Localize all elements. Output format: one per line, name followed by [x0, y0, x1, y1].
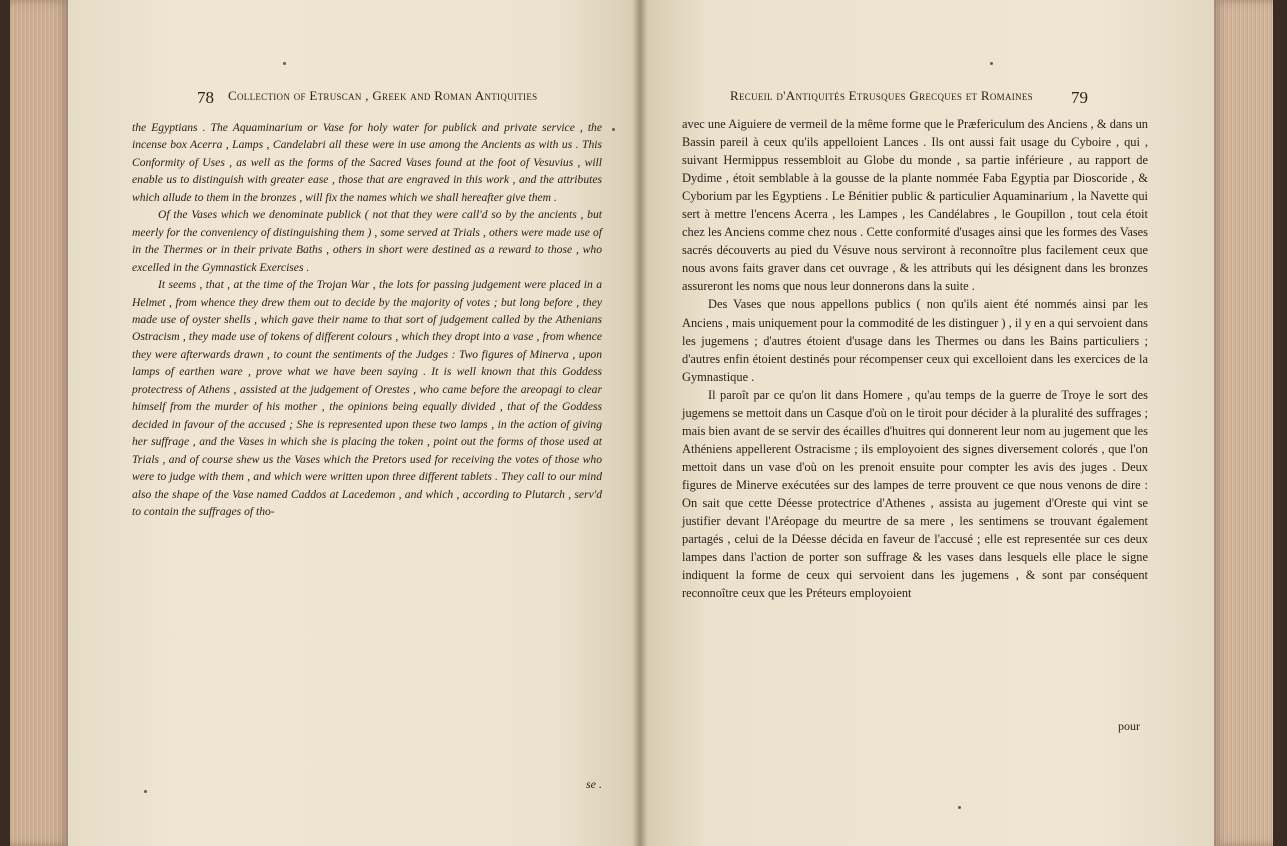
- right-page-body: [682, 115, 1148, 602]
- left-running-head: Collection of Etruscan , Greek and Roman Antiquities: [228, 88, 538, 103]
- right-catchword: pour: [1118, 719, 1140, 733]
- paper-speck: [958, 806, 961, 809]
- left-paragraph-1: the Egyptians . The Aquaminarium or Vase for holy water for publick and private service , the incense box Acerra , Lamps , Candelabri all these were in use among the Ancients as with us . This Conformity of Uses , as well as the forms of the Sacred Vases found at the foot of Vesuvius , will enable us to distinguish with greater ease , those that are engraved in this work , and the attributes which allude to them in the bronzes , will fix the names which we shall hereafter give them .: [132, 121, 602, 204]
- left-paragraph-2: Of the Vases which we denominate publick ( not that they were call'd so by the ancients , but meerly for the conveniency of distinguishing them ) , some served at Trials , others were made use of in the Thermes or in their private Baths , others in short were destined as a reward to those , who excelled in the Gymnastick Exercises .: [132, 208, 602, 274]
- right-page-number: 79: [1071, 88, 1088, 107]
- right-paragraph-3: Il paroît par ce qu'on lit dans Homere , qu'au temps de la guerre de Troye le sort des jugemens se mettoit dans un Casque d'où on le tiroit pour décider à la pluralité des suffrages ; mais bien avant de se servir des écailles d'huitres qui donnerent leur nom au jugement que les Athéniens appellerent Ostracisme ; ils employoient des signes diversement colorés , que l'on mettoit dans un vase d'où on les prenoit ensuite pour compter les avis des juges . Deux figures de Minerve exécutées sur des lampes de terre prouvent ce que nous venons de dire : On sait que cette Déesse protectrice d'Athenes , assista au jugement d'Oreste qui vint se justifier devant l'Aréopage du meurtre de sa mere , les sentimens se trouvant également partagés , celui de la Déesse décida en faveur de l'accusé ; elle est representée sur ces deux lampes dans l'action de porter son suffrage & les vases dans lesquels elle place le signe indiquent la forme de ceux qui servoient dans les jugemens , & sont par conséquent reconnoître ceux que les Préteurs employoient: [682, 387, 1148, 601]
- left-paragraph-3: It seems , that , at the time of the Trojan War , the lots for passing judgement were placed in a Helmet , from whence they drew them out to decide by the majority of votes ; but long before , they made use of oyster shells , which gave their name to that sort of judgement called by the Athenians Ostracism , they made use of tokens of different colours , which they dropt into a vase , from whence they were afterwards drawn , to count the sentiments of the Judges : Two figures of Minerva , upon lamps of earthen ware , prove what we have been saying . It is well known that this Goddess protectress of Athens , assisted at the judgement of Orestes , who came before the areopagi to clear himself from the murder of his mother , the opinions being equally divided , that of the Goddess decided in favour of the accused ; She is represented upon these two lamps , in the action of giving her suffrage , and the Vases in which she is placing the token , point out the forms of those used at Trials , and of course shew us the Vases which the Pretors used for receiving the votes of those who were to judge with them , and which were written upon three different tablets . They call to our mind also the shape of the Vase named Caddos at Lacedemon , and which , according to Plutarch , serv'd to contain the suffrages of tho-: [132, 278, 602, 518]
- paper-speck: [990, 62, 993, 65]
- left-page-body: [132, 119, 602, 520]
- right-page-edges: [1212, 0, 1287, 846]
- right-paragraph-2: Des Vases que nous appellons publics ( non qu'ils aient été nommés ainsi par les Anciens , mais uniquement pour la commodité de les distinguer ) , il y en a qui servoient dans les jugemens ; d'autres étoient d'usage dans les Thermes ou dans les Bains particuliers ; d'autres enfin étoient destinés pour récompenser ceux qui excelloient dans les exercices de la Gymnastique .: [682, 297, 1148, 384]
- paper-speck: [144, 790, 147, 793]
- right-paragraph-1: avec une Aiguiere de vermeil de la même forme que le Præfericulum des Anciens , & dans un Bassin pareil à ceux qu'ils appelloient Lances . Ils ont aussi fait usage du Cyboire , qui , suivant Hermippus ressembloit au Globe du monde , sa partie inférieure , au rapport de Dydime , étoit semblable à la gousse de la plante nommée Faba Egyptia par Dioscoride , & Cyborium par les Egyptiens . Le Bénitier public & particulier Aquaminarium , la Navette qui sert à mettre l'encens Acerra , les Lampes , les Candélabres , le Goupillon , tout cela étoit chez les Anciens comme chez nous . Cette conformité d'usages ainsi que les formes des Vases sacrés découverts au pied du Vésuve nous serviront à reconnoître plus facilement ceux que nous avons faits graver dans cet ouvrage , & les attributs qui les désignent dans les bronzes assureront les noms que nous leur donnerons dans la suite .: [682, 117, 1148, 294]
- right-running-head: Recueil d'Antiquités Etrusques Grecques et Romaines: [730, 88, 1033, 103]
- left-catchword: se .: [586, 777, 602, 791]
- paper-speck: [612, 128, 615, 131]
- book-gutter: [632, 0, 648, 846]
- left-page-number: 78: [197, 88, 214, 107]
- left-page-edges: [0, 0, 70, 846]
- paper-speck: [283, 62, 286, 65]
